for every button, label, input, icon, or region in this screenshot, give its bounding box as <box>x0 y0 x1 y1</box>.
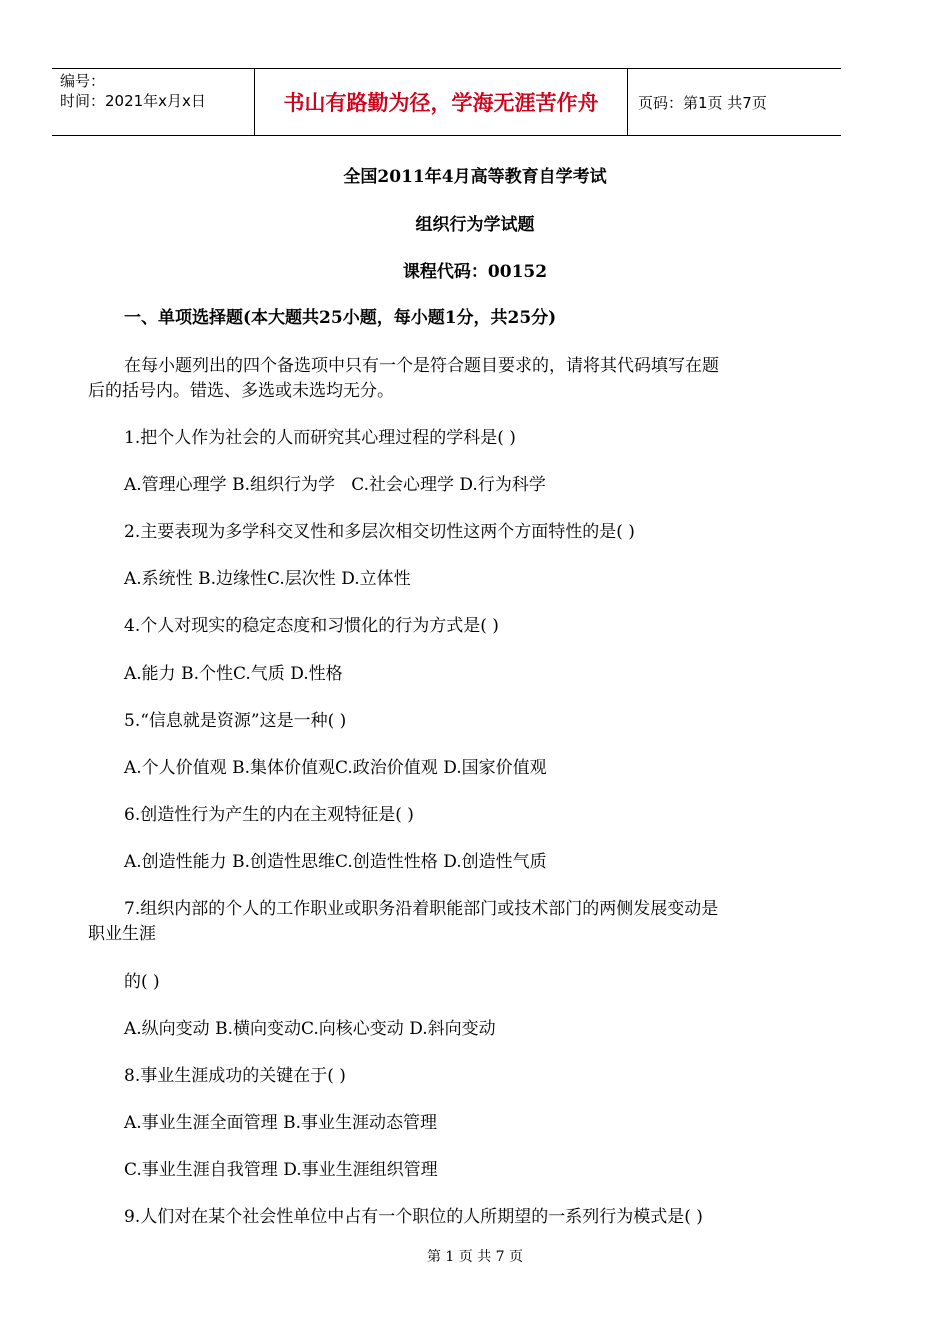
instruction-line-1: 在每小题列出的四个备选项中只有一个是符合题目要求的，请将其代码填写在题 <box>124 356 719 376</box>
page-label: 页码：第1页 共7页 <box>638 93 767 112</box>
faint-mark <box>335 475 351 495</box>
question-options: A.创造性能力 B.创造性思维C.创造性性格 D.创造性气质 <box>124 852 547 872</box>
time-label: 时间：2021年x月x日 <box>60 92 206 110</box>
section-heading: 一、单项选择题(本大题共25小题，每小题1分，共25分) <box>124 308 557 328</box>
header-table <box>52 68 841 136</box>
question-stem: 4.个人对现实的稳定态度和习惯化的行为方式是( ) <box>124 616 499 636</box>
question-options: A.事业生涯全面管理 B.事业生涯动态管理 <box>124 1113 437 1133</box>
question-stem: 5.“信息就是资源”这是一种( ) <box>124 711 347 731</box>
header-left-cell <box>52 69 254 135</box>
course-code: 课程代码：00152 <box>402 262 548 282</box>
question-stem: 9.人们对在某个社会性单位中占有一个职位的人所期望的一系列行为模式是( ) <box>124 1207 703 1227</box>
question-stem: 8.事业生涯成功的关键在于( ) <box>124 1066 346 1086</box>
question-options: A.个人价值观 B.集体价值观C.政治价值观 D.国家价值观 <box>124 758 547 778</box>
question-stem-continued: 职业生涯 <box>88 924 156 944</box>
question-options: A.系统性 B.边缘性C.层次性 D.立体性 <box>124 569 411 589</box>
number-label: 编号： <box>60 72 106 90</box>
question-stem: 2.主要表现为多学科交叉性和多层次相交切性这两个方面特性的是( ) <box>124 522 635 542</box>
question-options: A.能力 B.个性C.气质 D.性格 <box>124 664 343 684</box>
question-stem: 1.把个人作为社会的人而研究其心理过程的学科是( ) <box>124 428 516 448</box>
question-options: C.事业生涯自我管理 D.事业生涯组织管理 <box>124 1160 438 1180</box>
options-part-2: C.社会心理学 D.行为科学 <box>351 475 546 495</box>
options-part-1: A.管理心理学 B.组织行为学 <box>124 475 335 495</box>
page-footer: 第 1 页 共 7 页 <box>426 1249 524 1265</box>
exam-title: 全国2011年4月高等教育自学考试 <box>343 167 607 187</box>
question-stem: 6.创造性行为产生的内在主观特征是( ) <box>124 805 414 825</box>
question-options: A.纵向变动 B.横向变动C.向核心变动 D.斜向变动 <box>124 1019 496 1039</box>
question-options <box>124 470 546 495</box>
question-stem-continued: 的( ) <box>124 972 160 992</box>
exam-subject: 组织行为学试题 <box>415 215 535 235</box>
question-stem: 7.组织内部的个人的工作职业或职务沿着职能部门或技术部门的两侧发展变动是 <box>124 899 719 919</box>
motto: 书山有路勤为径，学海无涯苦作舟 <box>254 69 628 135</box>
instruction-line-2: 后的括号内。错选、多选或未选均无分。 <box>88 381 394 401</box>
